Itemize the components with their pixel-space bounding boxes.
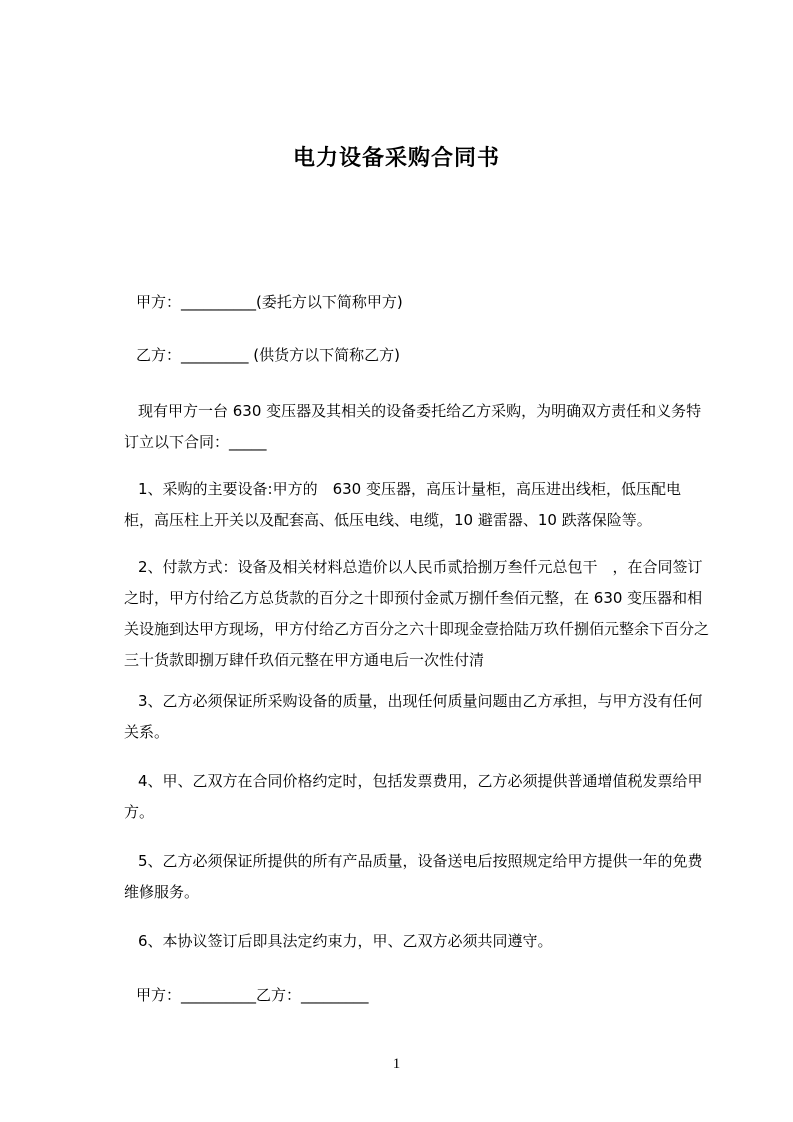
clause-1: 1、采购的主要设备:甲方的 630 变压器，高压计量柜，高压进出线柜，低压配电柜，高压柱上开关以及配套高、低压电线、电缆，10 避雷器、10 跌落保险等。 — [124, 480, 681, 529]
contract-title: 电力设备采购合同书 — [292, 146, 500, 171]
clause-4: 4、甲、乙双方在合同价格约定时，包括发票费用，乙方必须提供普通增值税发票给甲方。 — [124, 772, 703, 821]
clause-5: 5、乙方必须保证所提供的所有产品质量，设备送电后按照规定给甲方提供一年的免费维修服务。 — [124, 852, 703, 901]
clause-6: 6、本协议签订后即具法定约束力，甲、乙双方必须共同遵守。 — [138, 932, 553, 950]
party-a-line: 甲方：__________(委托方以下简称甲方) — [136, 293, 403, 311]
intro-paragraph: 现有甲方一台 630 变压器及其相关的设备委托给乙方采购，为明确双方责任和义务特订立以下合同：_____ — [124, 402, 702, 451]
party-b-line: 乙方：_________ (供货方以下简称乙方) — [136, 346, 400, 364]
signature-line: 甲方：__________乙方：_________ — [136, 986, 369, 1004]
clause-2: 2、付款方式：设备及相关材料总造价以人民币贰拾捌万叁仟元总包干 ，在合同签订之时，甲方付给乙方总货款的百分之十即预付金贰万捌仟叁佰元整，在 630 变压器和相关设施到达甲方现场，甲方付给乙方百分之六十即现金壹拾陆万玖仟捌佰元整余下百分之三十货款即捌万肆仟玖佰元整在甲方通电后一次性付清 — [124, 558, 710, 669]
clause-3: 3、乙方必须保证所采购设备的质量，出现任何质量问题由乙方承担，与甲方没有任何关系。 — [124, 692, 703, 741]
page-number: 1 — [392, 1056, 401, 1072]
